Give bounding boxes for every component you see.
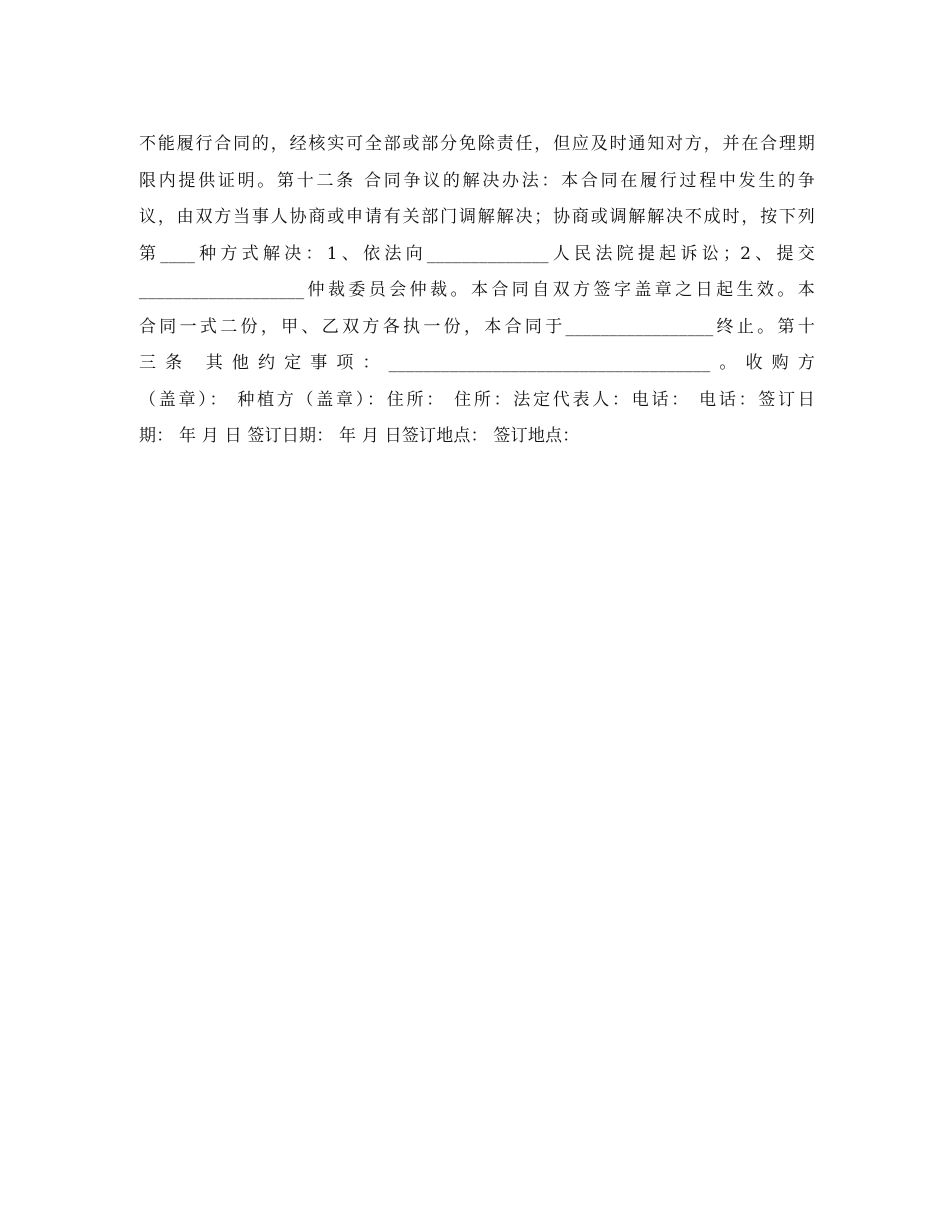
text-line-3: 议，由双方当事人协商或申请有关部门调解解决；协商或调解解决不成时，按下列 [139, 207, 815, 227]
text-line-5: ___________________仲裁委员会仲裁。本合同自双方签字盖章之日起生效。本 [139, 280, 815, 300]
text-line-1: 不能履行合同的，经核实可全部或部分免除责任，但应及时通知对方，并在合理期 [139, 134, 815, 154]
text-line-9: 期： 年 月 日 签订日期： 年 月 日签订地点： 签订地点： [139, 426, 580, 446]
text-line-2: 限内提供证明。第十二条 合同争议的解决办法：本合同在履行过程中发生的争 [139, 170, 815, 191]
text-line-8: （盖章）： 种植方（盖章）：住所： 住所：法定代表人：电话： 电话：签订日 [139, 389, 815, 410]
text-line-6: 合同一式二份，甲、乙双方各执一份，本合同于_________________终止。第十 [139, 316, 815, 337]
contract-body-text [139, 126, 815, 455]
text-line-7: 三条 其他约定事项：_____________________________________。收购方 [139, 353, 815, 373]
text-line-4: 第____种方式解决：1、依法向______________人民法院提起诉讼；2、提交 [139, 243, 815, 264]
